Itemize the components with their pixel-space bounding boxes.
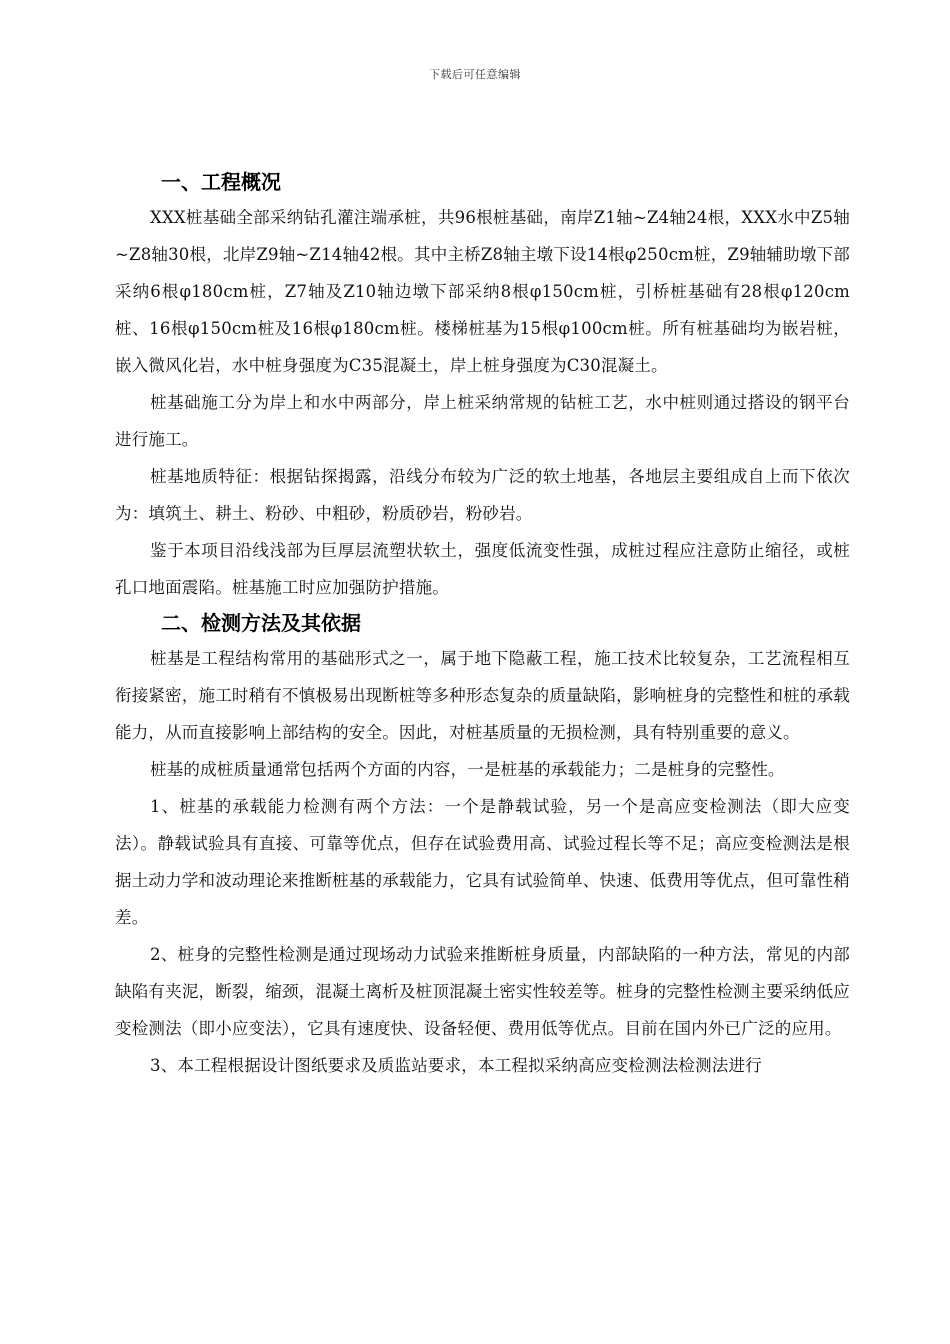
paragraph: 桩基是工程结构常用的基础形式之一，属于地下隐蔽工程，施工技术比较复杂，工艺流程相互衔接紧密，施工时稍有不慎极易出现断桩等多种形态复杂的质量缺陷，影响桩身的完整性和桩的承载能力，从而直接影响上部结构的安全。因此，对桩基质量的无损检测，具有特别重要的意义。 (115, 649, 850, 742)
section-project-overview (115, 165, 850, 606)
paragraph: 3、本工程根据设计图纸要求及质监站要求，本工程拟采纳高应变检测法检测法进行 (150, 1056, 762, 1075)
section-title: 二、检测方法及其依据 (161, 611, 361, 635)
paragraph: XXX桩基础全部采纳钻孔灌注端承桩，共96根桩基础，南岸Z1轴~Z4轴24根，XXX水中Z5轴~Z8轴30根，北岸Z9轴~Z14轴42根。其中主桥Z8轴主墩下设14根φ250cm桩，Z9轴辅助墩下部采纳6根φ180cm桩，Z7轴及Z10轴边墩下部采纳8根φ150cm桩，引桥桩基础有28根φ120cm桩、16根φ150cm桩及16根φ180cm桩。楼梯桩基为15根φ100cm桩。所有桩基础均为嵌岩桩，嵌入微风化岩，水中桩身强度为C35混凝土，岸上桩身强度为C30混凝土。 (115, 208, 850, 375)
paragraph: 1、桩基的承载能力检测有两个方法：一个是静载试验，另一个是高应变检测法（即大应变法）。静载试验具有直接、可靠等优点，但存在试验费用高、试验过程长等不足；高应变检测法是根据土动力学和波动理论来推断桩基的承载能力，它具有试验简单、快速、低费用等优点，但可靠性稍差。 (115, 797, 850, 927)
paragraph: 桩基地质特征：根据钻探揭露，沿线分布较为广泛的软土地基，各地层主要组成自上而下依次为：填筑土、耕土、粉砂、中粗砂，粉质砂岩，粉砂岩。 (115, 467, 850, 523)
header-note: 下载后可任意编辑 (429, 68, 521, 81)
paragraph: 鉴于本项目沿线浅部为巨厚层流塑状软土，强度低流变性强，成桩过程应注意防止缩径，或桩孔口地面震陷。桩基施工时应加强防护措施。 (115, 541, 850, 597)
paragraph: 桩基础施工分为岸上和水中两部分，岸上桩采纳常规的钻桩工艺，水中桩则通过搭设的钢平台进行施工。 (115, 393, 850, 449)
section-detection-methods (115, 606, 850, 1084)
section-title: 一、工程概况 (161, 170, 281, 194)
document-body (115, 165, 850, 1084)
paragraph: 桩基的成桩质量通常包括两个方面的内容，一是桩基的承载能力；二是桩身的完整性。 (150, 760, 785, 779)
paragraph: 2、桩身的完整性检测是通过现场动力试验来推断桩身质量，内部缺陷的一种方法，常见的内部缺陷有夹泥，断裂，缩颈，混凝土离析及桩顶混凝土密实性较差等。桩身的完整性检测主要采纳低应变检测法（即小应变法），它具有速度快、设备轻便、费用低等优点。目前在国内外已广泛的应用。 (115, 945, 850, 1038)
